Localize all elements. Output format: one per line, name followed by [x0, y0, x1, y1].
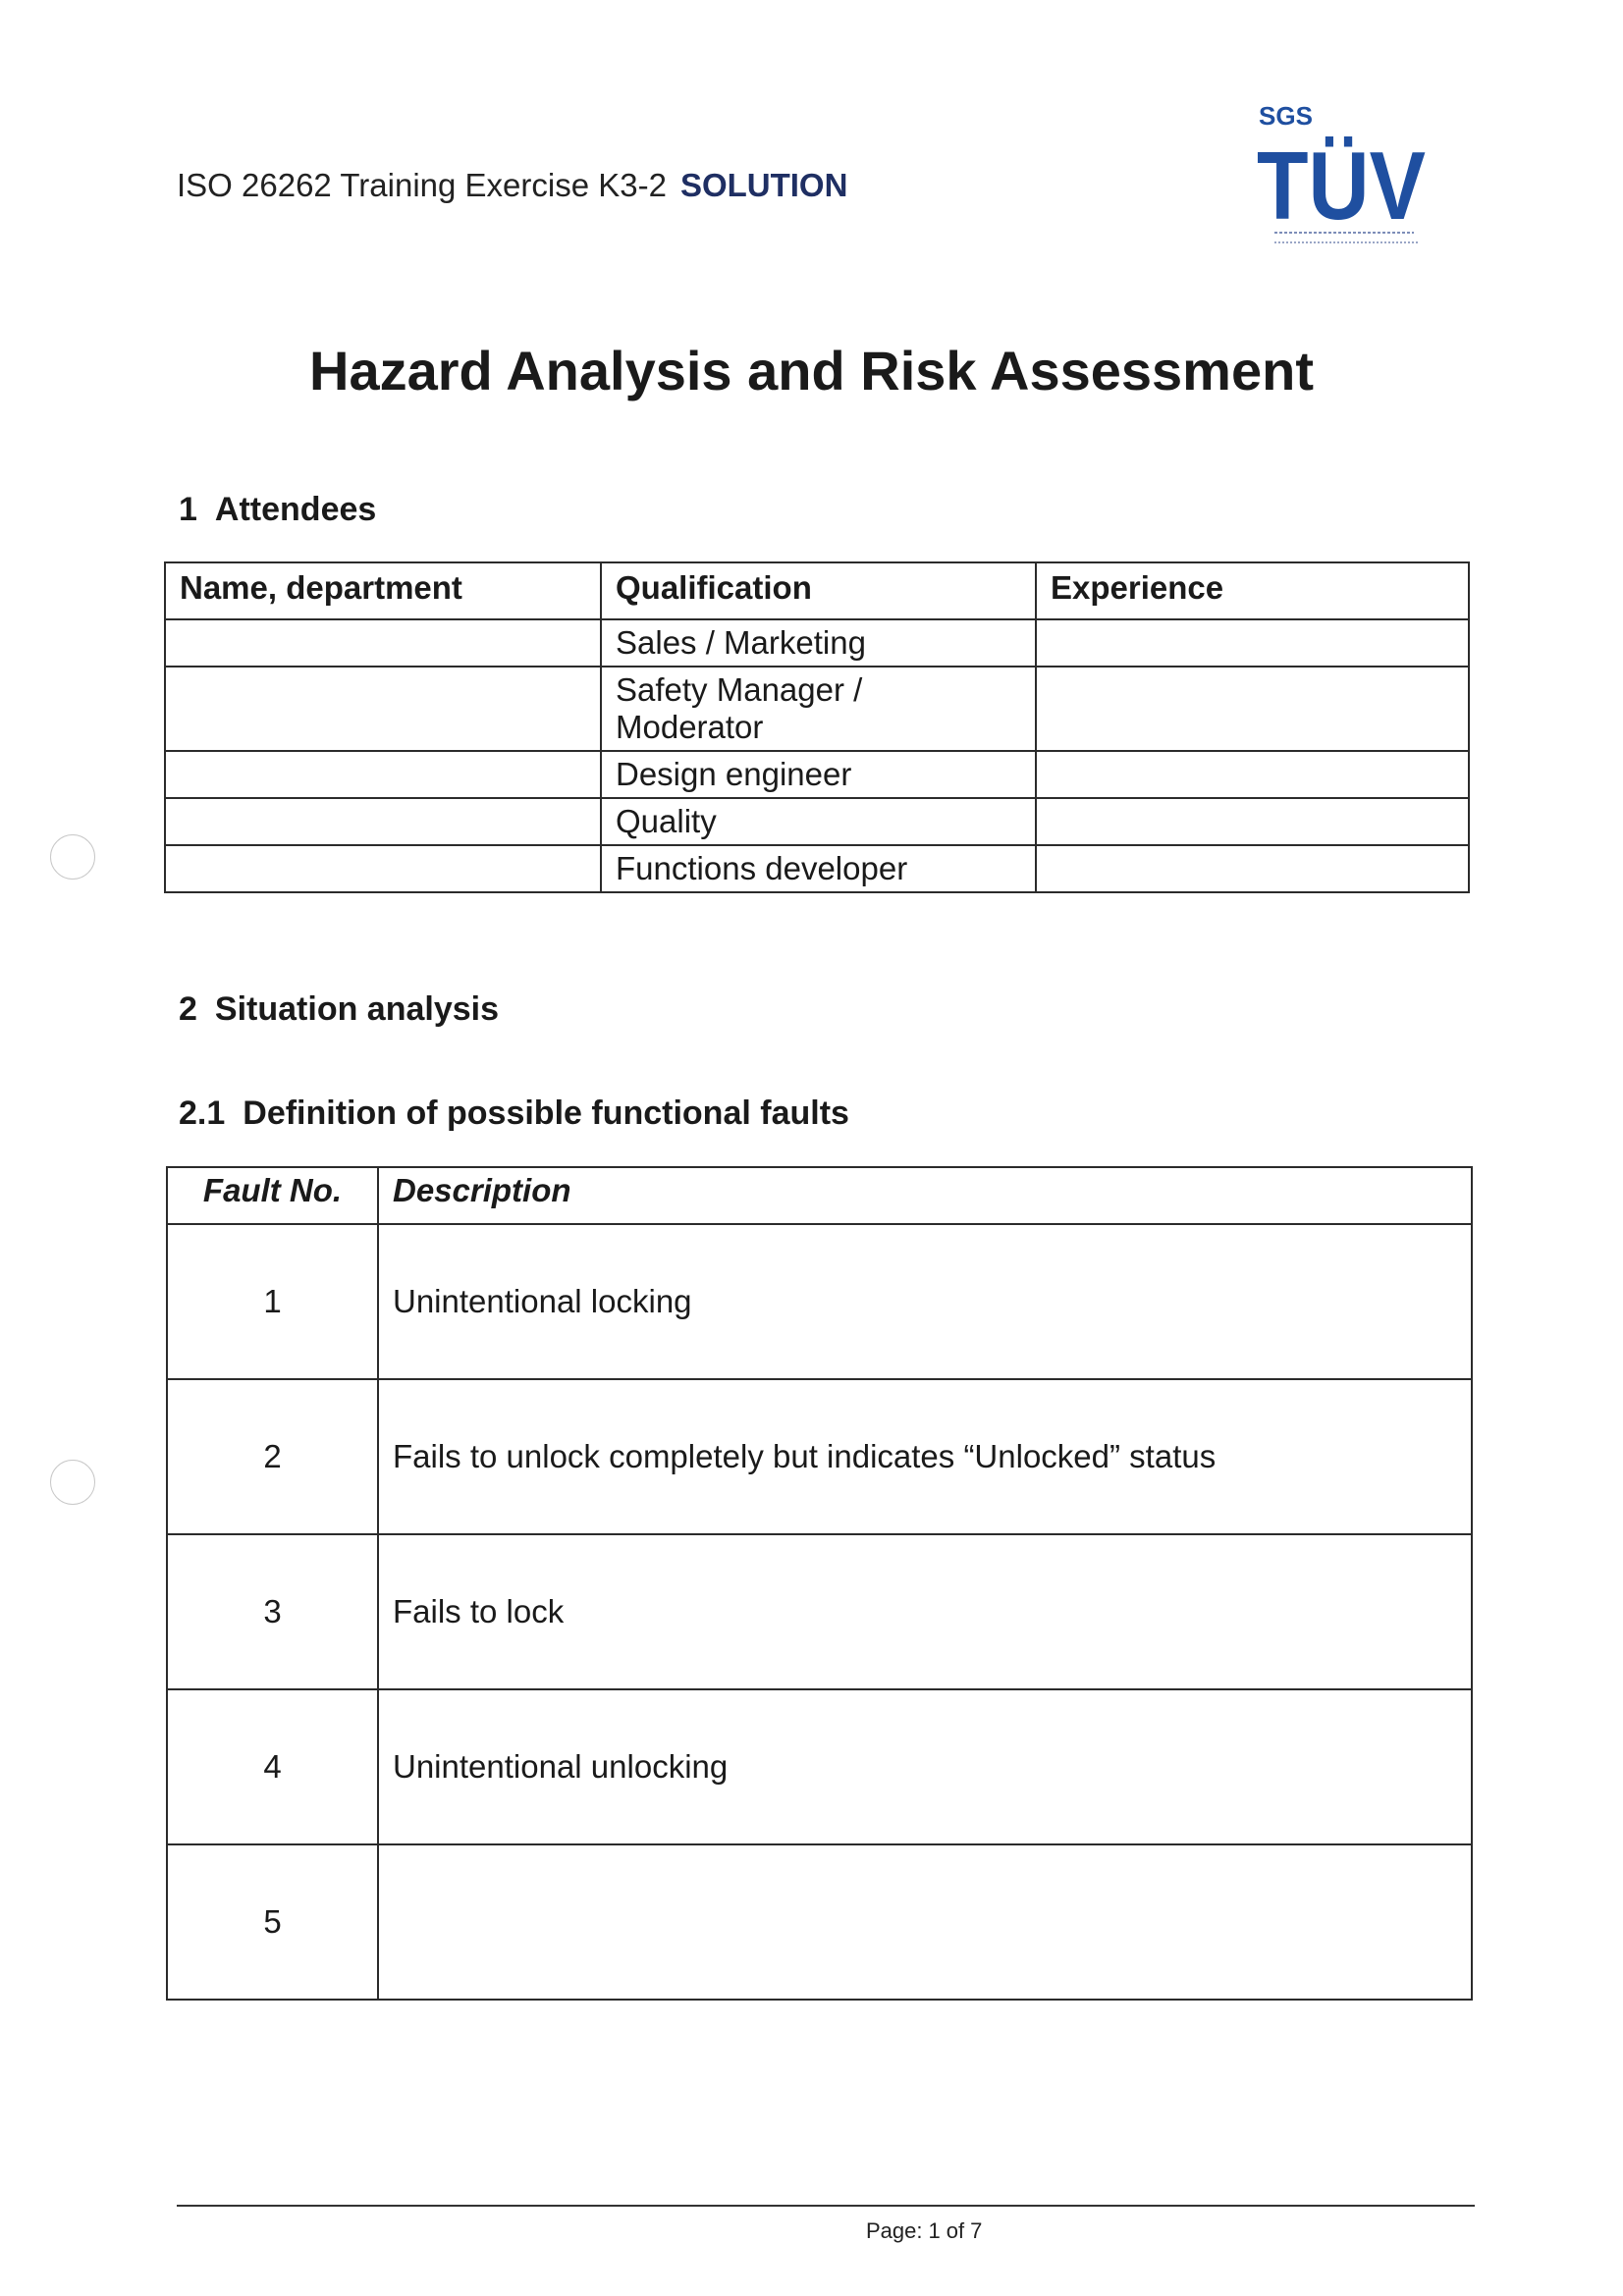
- qualification-cell: Sales / Marketing: [601, 619, 1036, 667]
- solution-label: SOLUTION: [679, 167, 848, 203]
- section-heading-faults: [179, 1095, 849, 1133]
- fault-description-cell: [378, 1844, 1472, 2000]
- qualification-cell: Safety Manager / Moderator: [601, 667, 1036, 751]
- section-number: 1: [179, 491, 197, 528]
- section-title: Definition of possible functional faults: [243, 1095, 849, 1132]
- page-of: of: [946, 2218, 965, 2243]
- table-row: [165, 751, 1469, 798]
- footer-divider: [177, 2205, 1475, 2207]
- table-row: [165, 845, 1469, 892]
- logo-sgs-text: SGS: [1259, 101, 1313, 131]
- table-header-row: [165, 562, 1469, 619]
- fault-description-cell: Fails to unlock completely but indicates “Unlocked” status: [378, 1379, 1472, 1534]
- section-number: 2.1: [179, 1095, 226, 1132]
- column-header-description: Description: [378, 1167, 1472, 1224]
- column-header-fault-no: Fault No.: [167, 1167, 378, 1224]
- table-row: [167, 1379, 1472, 1534]
- experience-cell: [1036, 845, 1469, 892]
- page-total: 7: [970, 2218, 983, 2243]
- sgs-tuv-logo: [1257, 103, 1429, 255]
- qualification-cell: Design engineer: [601, 751, 1036, 798]
- experience-cell: [1036, 619, 1469, 667]
- page-current: 1: [928, 2218, 941, 2243]
- table-row: [167, 1534, 1472, 1689]
- punch-hole: [50, 1460, 95, 1505]
- page-label: Page:: [866, 2218, 923, 2243]
- column-header-name: Name, department: [165, 562, 601, 619]
- table-row: [167, 1844, 1472, 2000]
- fault-number-cell: 5: [167, 1844, 378, 2000]
- logo-tuv-text: TÜV: [1257, 132, 1426, 240]
- attendees-table: [164, 561, 1470, 893]
- section-heading-situation: [179, 990, 499, 1029]
- document-header: [177, 167, 847, 204]
- fault-description-cell: Unintentional unlocking: [378, 1689, 1472, 1844]
- name-cell: [165, 619, 601, 667]
- column-header-experience: Experience: [1036, 562, 1469, 619]
- fault-number-cell: 1: [167, 1224, 378, 1379]
- section-title: Situation analysis: [214, 990, 500, 1028]
- page-title: Hazard Analysis and Risk Assessment: [309, 340, 1314, 401]
- page-indicator: [866, 2218, 988, 2244]
- punch-hole: [50, 834, 95, 880]
- fault-number-cell: 2: [167, 1379, 378, 1534]
- table-row: [165, 619, 1469, 667]
- section-heading-attendees: [179, 491, 376, 529]
- faults-table: [166, 1166, 1473, 2001]
- header-title: ISO 26262 Training Exercise K3-2: [177, 167, 667, 203]
- qualification-cell: Quality: [601, 798, 1036, 845]
- fault-description-cell: Unintentional locking: [378, 1224, 1472, 1379]
- fault-number-cell: 4: [167, 1689, 378, 1844]
- qualification-cell: Functions developer: [601, 845, 1036, 892]
- name-cell: [165, 667, 601, 751]
- table-row: [165, 667, 1469, 751]
- table-row: [165, 798, 1469, 845]
- section-number: 2: [179, 990, 197, 1028]
- table-row: [167, 1689, 1472, 1844]
- table-row: [167, 1224, 1472, 1379]
- column-header-qualification: Qualification: [601, 562, 1036, 619]
- fault-description-cell: Fails to lock: [378, 1534, 1472, 1689]
- experience-cell: [1036, 667, 1469, 751]
- name-cell: [165, 751, 601, 798]
- table-header-row: [167, 1167, 1472, 1224]
- experience-cell: [1036, 798, 1469, 845]
- section-title: Attendees: [214, 491, 377, 528]
- name-cell: [165, 845, 601, 892]
- experience-cell: [1036, 751, 1469, 798]
- fault-number-cell: 3: [167, 1534, 378, 1689]
- name-cell: [165, 798, 601, 845]
